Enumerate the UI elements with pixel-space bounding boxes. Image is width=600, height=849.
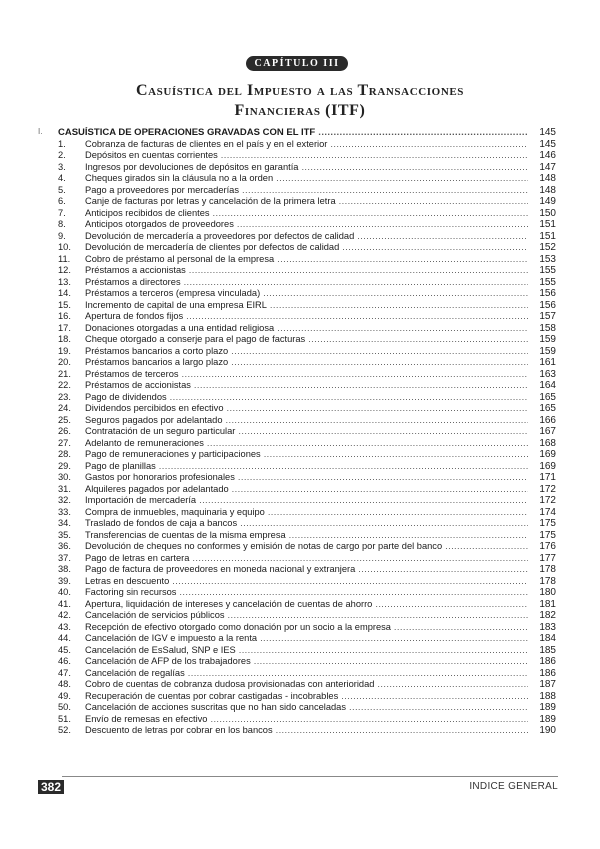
toc-item-page: 163: [539, 368, 556, 380]
toc-item-number: 13.: [58, 276, 71, 287]
toc-item[interactable]: [38, 323, 558, 335]
toc-item[interactable]: [38, 541, 558, 553]
toc-item-number: 22.: [58, 380, 71, 390]
toc-item-page: 185: [539, 644, 556, 656]
toc-item-title: Letras en descuento .....: [85, 576, 528, 588]
toc-item[interactable]: [38, 622, 558, 634]
toc-item-page: 178: [539, 564, 556, 575]
toc-item-page: 174: [539, 506, 556, 518]
toc-item[interactable]: [38, 380, 558, 392]
toc-item-title: Seguros pagados por adelantado .....: [85, 415, 528, 427]
toc-item-page: 167: [539, 426, 556, 437]
toc-item-title: Préstamos bancarios a largo plazo .....: [85, 357, 528, 369]
toc-item-number: 20.: [58, 357, 71, 367]
toc-item-page: 146: [539, 150, 556, 161]
toc-item-page: 151: [539, 230, 556, 242]
toc-item-title: Compra de inmuebles, maquinaria y equipo .....: [85, 507, 528, 519]
toc-item-page: 180: [539, 587, 556, 598]
toc-item[interactable]: [38, 162, 558, 174]
toc-item-page: 158: [539, 322, 556, 334]
toc-item[interactable]: [38, 576, 558, 588]
toc-item[interactable]: [38, 599, 558, 611]
toc-item[interactable]: [38, 610, 558, 622]
toc-item[interactable]: [38, 679, 558, 691]
toc-item-title: Préstamos a accionistas .....: [85, 265, 528, 277]
toc-item-number: 9.: [58, 230, 66, 241]
toc-item-number: 50.: [58, 702, 71, 712]
toc-item[interactable]: [38, 518, 558, 530]
toc-item-number: 33.: [58, 506, 71, 517]
toc-item-title: Depósitos en cuentas corrientes .....: [85, 150, 528, 162]
toc-item-title: Pago de factura de proveedores en moneda nacional y extranjera .....: [85, 564, 528, 576]
toc-item-number: 24.: [58, 403, 71, 413]
toc-item-number: 34.: [58, 518, 71, 528]
toc-item[interactable]: [38, 311, 558, 323]
toc-item-page: 169: [539, 449, 556, 460]
toc-item-number: 14.: [58, 288, 71, 298]
toc-item-page: 145: [539, 138, 556, 150]
toc-item-number: 21.: [58, 368, 71, 379]
toc-item[interactable]: [38, 346, 558, 358]
toc-item-title: Préstamos bancarios a corto plazo .....: [85, 346, 528, 358]
toc-item[interactable]: [38, 507, 558, 519]
toc-item-number: 1.: [58, 138, 66, 149]
toc-item[interactable]: [38, 139, 558, 151]
toc-item[interactable]: [38, 185, 558, 197]
toc-item-title: Recepción de efectivo otorgado como donación por un socio a la empresa .....: [85, 622, 528, 634]
toc-item-number: 4.: [58, 173, 66, 183]
toc-item-page: 159: [539, 345, 556, 357]
toc-item-page: 147: [539, 161, 556, 173]
toc-item-number: 31.: [58, 483, 71, 494]
toc-item-title: Préstamos de terceros .....: [85, 369, 528, 381]
toc-item[interactable]: [38, 173, 558, 185]
toc-item-page: 175: [539, 529, 556, 541]
toc-item-title: Incremento de capital de una empresa EIRL .....: [85, 300, 528, 312]
toc-item-number: 41.: [58, 598, 71, 609]
toc-item-page: 184: [539, 633, 556, 644]
toc-item-page: 177: [539, 552, 556, 564]
toc-item-title: Anticipos recibidos de clientes .....: [85, 208, 528, 220]
toc-item-number: 52.: [58, 725, 71, 735]
toc-item[interactable]: [38, 392, 558, 404]
toc-item-title: Pago a proveedores por mercaderías .....: [85, 185, 528, 197]
section-page: 145: [539, 127, 556, 138]
toc-item-title: Préstamos a directores .....: [85, 277, 528, 289]
toc-item-title: Canje de facturas por letras y cancelación de la primera letra .....: [85, 196, 528, 208]
toc-item-page: 149: [539, 196, 556, 207]
toc-item-title: Contratación de un seguro particular .....: [85, 426, 528, 438]
toc-item-page: 148: [539, 173, 556, 184]
toc-item[interactable]: [38, 633, 558, 645]
toc-item-number: 36.: [58, 541, 71, 551]
toc-item[interactable]: [38, 208, 558, 220]
toc-item[interactable]: [38, 242, 558, 254]
toc-item-number: 2.: [58, 150, 66, 160]
toc-item[interactable]: [38, 461, 558, 473]
toc-item-title: Cancelación de regalías .....: [85, 668, 528, 680]
toc-item-page: 155: [539, 276, 556, 288]
toc-item-number: 17.: [58, 322, 71, 333]
toc-item-page: 156: [539, 288, 556, 299]
toc-item-number: 45.: [58, 644, 71, 655]
toc-item-page: 166: [539, 414, 556, 426]
toc-item-title: Cancelación de acciones suscritas que no han sido canceladas .....: [85, 702, 528, 714]
toc-item-title: Cheques girados sin la cláusula no a la orden .....: [85, 173, 528, 185]
section-heading-row[interactable]: [38, 127, 558, 139]
toc-item-title: Traslado de fondos de caja a bancos .....: [85, 518, 528, 530]
toc-item[interactable]: [38, 150, 558, 162]
toc-item[interactable]: [38, 553, 558, 565]
table-of-contents: [38, 127, 558, 737]
toc-item[interactable]: [38, 495, 558, 507]
toc-item[interactable]: [38, 334, 558, 346]
toc-item-page: 189: [539, 713, 556, 725]
toc-item-title: Pago de letras en cartera .....: [85, 553, 528, 565]
toc-item[interactable]: [38, 300, 558, 312]
section-marker: I.: [38, 127, 43, 136]
toc-item-number: 8.: [58, 219, 66, 229]
toc-item-page: 178: [539, 575, 556, 587]
toc-item-page: 148: [539, 184, 556, 196]
toc-item-page: 165: [539, 403, 556, 414]
toc-item-number: 49.: [58, 690, 71, 701]
toc-item-number: 38.: [58, 564, 71, 574]
toc-item[interactable]: [38, 196, 558, 208]
toc-item-page: 175: [539, 518, 556, 529]
toc-item-title: Donaciones otorgadas a una entidad religiosa .....: [85, 323, 528, 335]
section-title: CASUÍSTICA DE OPERACIONES GRAVADAS CON EL ITF .....: [58, 127, 528, 139]
toc-item[interactable]: [38, 403, 558, 415]
toc-item-number: 10.: [58, 242, 71, 252]
toc-item-number: 3.: [58, 161, 66, 172]
toc-item-page: 190: [539, 725, 556, 736]
toc-item-title: Transferencias de cuentas de la misma empresa .....: [85, 530, 528, 542]
toc-item[interactable]: [38, 564, 558, 576]
toc-item-page: 157: [539, 311, 556, 322]
toc-item-title: Cancelación de servicios públicos .....: [85, 610, 528, 622]
toc-item[interactable]: [38, 725, 558, 737]
toc-item-number: 35.: [58, 529, 71, 540]
toc-item[interactable]: [38, 472, 558, 484]
toc-item-number: 48.: [58, 679, 71, 689]
toc-item-page: 189: [539, 702, 556, 713]
toc-item-page: 176: [539, 541, 556, 552]
toc-item[interactable]: [38, 254, 558, 266]
toc-item-number: 46.: [58, 656, 71, 666]
toc-item-number: 18.: [58, 334, 71, 344]
toc-item-title: Descuento de letras por cobrar en los bancos .....: [85, 725, 528, 737]
footer-label: INDICE GENERAL: [469, 781, 558, 792]
toc-item-title: Dividendos percibidos en efectivo .....: [85, 403, 528, 415]
toc-item[interactable]: [38, 277, 558, 289]
toc-item-page: 172: [539, 495, 556, 506]
toc-item[interactable]: [38, 656, 558, 668]
toc-item-page: 168: [539, 437, 556, 449]
toc-item-title: Factoring sin recursos .....: [85, 587, 528, 599]
toc-item-page: 181: [539, 598, 556, 610]
toc-item-title: Gastos por honorarios profesionales .....: [85, 472, 528, 484]
toc-item-page: 152: [539, 242, 556, 253]
chapter-title-line-1: Casuística del Impuesto a las Transacciones: [135, 82, 465, 99]
toc-item-title: Cobro de préstamo al personal de la empresa .....: [85, 254, 528, 266]
toc-item[interactable]: [38, 357, 558, 369]
toc-item-title: Devolución de mercadería a proveedores por defectos de calidad .....: [85, 231, 528, 243]
toc-item-title: Cancelación de EsSalud, SNP e IES .....: [85, 645, 528, 657]
toc-item-page: 187: [539, 679, 556, 690]
toc-item-page: 156: [539, 299, 556, 311]
toc-item-page: 150: [539, 207, 556, 219]
toc-item-number: 28.: [58, 449, 71, 459]
toc-item-page: 172: [539, 483, 556, 495]
toc-item[interactable]: [38, 668, 558, 680]
toc-item-title: Adelanto de remuneraciones .....: [85, 438, 528, 450]
toc-item-page: 169: [539, 460, 556, 472]
toc-item-title: Préstamos de accionistas .....: [85, 380, 528, 392]
toc-item-page: 186: [539, 656, 556, 667]
toc-item-title: Recuperación de cuentas por cobrar castigadas - incobrables .....: [85, 691, 528, 703]
toc-item[interactable]: [38, 484, 558, 496]
toc-item-title: Importación de mercadería .....: [85, 495, 528, 507]
chapter-badge: CAPÍTULO III: [246, 56, 348, 71]
toc-item-number: 37.: [58, 552, 71, 563]
toc-item-list: [38, 139, 558, 737]
toc-item-number: 16.: [58, 311, 71, 321]
toc-item-number: 15.: [58, 299, 71, 310]
toc-item-number: 12.: [58, 265, 71, 275]
toc-item-title: Cancelación de IGV e impuesto a la renta .....: [85, 633, 528, 645]
toc-item-number: 30.: [58, 472, 71, 482]
toc-item-title: Alquileres pagados por adelantado .....: [85, 484, 528, 496]
toc-item-page: 155: [539, 265, 556, 276]
toc-item-page: 153: [539, 253, 556, 265]
toc-item-title: Cobranza de facturas de clientes en el país y en el exterior .....: [85, 139, 528, 151]
toc-item-title: Anticipos otorgados de proveedores .....: [85, 219, 528, 231]
toc-item-page: 182: [539, 610, 556, 621]
toc-item-title: Cancelación de AFP de los trabajadores .....: [85, 656, 528, 668]
toc-item[interactable]: [38, 438, 558, 450]
toc-item[interactable]: [38, 231, 558, 243]
toc-item-number: 44.: [58, 633, 71, 643]
toc-item-page: 151: [539, 219, 556, 230]
toc-item-number: 47.: [58, 667, 71, 678]
toc-item-title: Devolución de mercadería de clientes por defectos de calidad .....: [85, 242, 528, 254]
toc-item-title: Pago de planillas .....: [85, 461, 528, 473]
toc-item-title: Apertura, liquidación de intereses y cancelación de cuentas de ahorro .....: [85, 599, 528, 611]
toc-item-number: 6.: [58, 196, 66, 206]
toc-item[interactable]: [38, 449, 558, 461]
toc-item-page: 164: [539, 380, 556, 391]
toc-item-page: 171: [539, 472, 556, 483]
toc-item-page: 159: [539, 334, 556, 345]
chapter-title-line-2: Financieras (ITF): [234, 102, 366, 119]
toc-item-number: 19.: [58, 345, 71, 356]
toc-item-title: Préstamos a terceros (empresa vinculada) .....: [85, 288, 528, 300]
toc-item-title: Pago de remuneraciones y participaciones .....: [85, 449, 528, 461]
toc-item-title: Cobro de cuentas de cobranza dudosa provisionadas con anterioridad .....: [85, 679, 528, 691]
toc-item-number: 25.: [58, 414, 71, 425]
toc-item-page: 161: [539, 357, 556, 368]
chapter-title: [60, 81, 540, 121]
toc-item-page: 165: [539, 391, 556, 403]
toc-item-number: 7.: [58, 207, 66, 218]
toc-item-page: 186: [539, 667, 556, 679]
toc-item[interactable]: [38, 426, 558, 438]
toc-item[interactable]: [38, 691, 558, 703]
toc-item[interactable]: [38, 219, 558, 231]
toc-item[interactable]: [38, 702, 558, 714]
toc-item-title: Pago de dividendos .....: [85, 392, 528, 404]
toc-item-number: 32.: [58, 495, 71, 505]
toc-item[interactable]: [38, 369, 558, 381]
toc-item[interactable]: [38, 587, 558, 599]
toc-item[interactable]: [38, 288, 558, 300]
toc-item-title: Apertura de fondos fijos .....: [85, 311, 528, 323]
toc-item-number: 29.: [58, 460, 71, 471]
toc-item[interactable]: [38, 265, 558, 277]
footer-divider: [62, 776, 558, 777]
toc-item-number: 27.: [58, 437, 71, 448]
toc-item-title: Devolución de cheques no conformes y emisión de notas de cargo por parte del banco .....: [85, 541, 528, 553]
toc-item[interactable]: [38, 415, 558, 427]
toc-item-number: 23.: [58, 391, 71, 402]
toc-item-page: 183: [539, 621, 556, 633]
toc-item[interactable]: [38, 714, 558, 726]
toc-item-page: 188: [539, 690, 556, 702]
toc-item[interactable]: [38, 645, 558, 657]
toc-item-number: 39.: [58, 575, 71, 586]
toc-item-number: 42.: [58, 610, 71, 620]
toc-item-number: 51.: [58, 713, 71, 724]
toc-item-title: Ingresos por devoluciones de depósitos en garantía .....: [85, 162, 528, 174]
page-number: 382: [38, 780, 64, 794]
toc-item-number: 43.: [58, 621, 71, 632]
toc-item-number: 5.: [58, 184, 66, 195]
toc-item-number: 26.: [58, 426, 71, 436]
toc-item-title: Envío de remesas en efectivo .....: [85, 714, 528, 726]
toc-item[interactable]: [38, 530, 558, 542]
toc-item-number: 40.: [58, 587, 71, 597]
toc-item-title: Cheque otorgado a conserje para el pago de facturas .....: [85, 334, 528, 346]
toc-item-number: 11.: [58, 253, 71, 264]
